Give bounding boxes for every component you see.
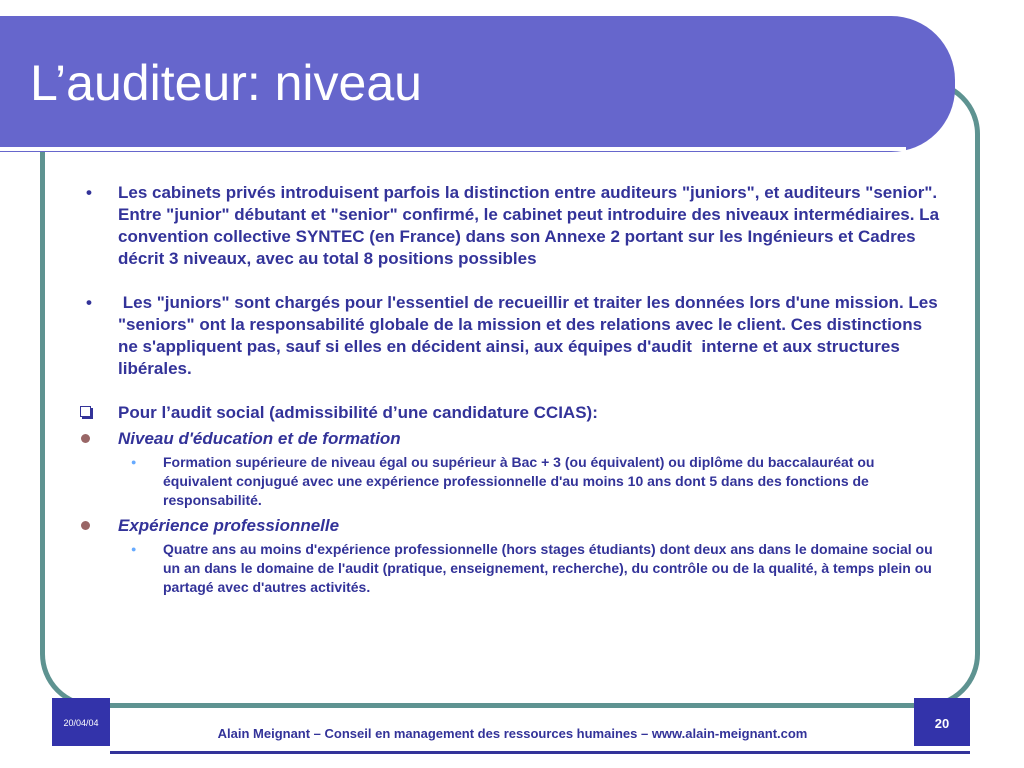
bullet-marker: • [86, 183, 92, 202]
footer-date-box [52, 698, 110, 746]
slide-body [70, 182, 945, 597]
social-audit-heading [70, 402, 945, 424]
criterion-label: Niveau d'éducation et de formation [118, 429, 401, 448]
circle-bullet-icon [81, 521, 90, 530]
criterion-experience [70, 515, 945, 537]
checkbox-square-icon [80, 406, 91, 417]
sub-bullet-icon: ● [131, 544, 137, 554]
paragraph-text: Les cabinets privés introduisent parfois la distinction entre auditeurs "juniors", et auditeurs "senior". Entre "junior" débutant et "senior" confirmé, le cabinet peut introduire des niveaux intermédiaires. La convention collective SYNTEC (en France) dans son Annexe 2 portant sur les Ingénieurs et Cadres décrit 3 niveaux, avec au total 8 positions possibles [118, 183, 940, 268]
footer-date: 20/04/04 [63, 718, 99, 728]
page-number-box [914, 698, 970, 746]
criterion-experience-detail [70, 540, 945, 597]
criterion-label: Expérience professionnelle [118, 516, 340, 535]
criterion-education-detail [70, 453, 945, 510]
footer-credit: Alain Meignant – Conseil en management des ressources humaines – www.alain-meignant.com [217, 726, 808, 741]
bullet-marker: • [86, 293, 92, 312]
criterion-detail: Formation supérieure de niveau égal ou supérieur à Bac + 3 (ou équivalent) ou diplôme du baccalauréat ou équivalent conjugué avec une expérience professionnelle d'au moins 10 ans dont 5 dans des fonctions de responsabilité. [163, 454, 875, 508]
social-audit-heading-text: Pour l’audit social (admissibilité d’une candidature CCIAS): [118, 403, 598, 422]
criterion-education [70, 428, 945, 450]
criterion-detail: Quatre ans au moins d'expérience professionnelle (hors stages étudiants) dont deux ans dans le domaine social ou un an dans le domaine de l'audit (pratique, enseignement, recherche), du contrôle ou de la qualité, à temps plein ou partagé avec d'autres activités. [163, 541, 933, 595]
circle-bullet-icon [81, 434, 90, 443]
title-underline [0, 147, 906, 151]
footer-rule [110, 751, 970, 754]
paragraph-juniors [70, 292, 945, 380]
title-bar [0, 16, 955, 152]
slide-title: L’auditeur: niveau [30, 55, 422, 111]
paragraph-cabinets [70, 182, 945, 270]
paragraph-text: Les "juniors" sont chargés pour l'essentiel de recueillir et traiter les données lors d'une mission. Les "seniors" ont la responsabilité globale de la mission et des relations avec le client. Ces distinctions ne s'appliquent pas, sauf si elles en décident ainsi, aux équipes d'audit interne et aux structures libérales. [118, 293, 943, 378]
page-number: 20 [934, 716, 950, 731]
sub-bullet-icon: ● [131, 457, 137, 467]
